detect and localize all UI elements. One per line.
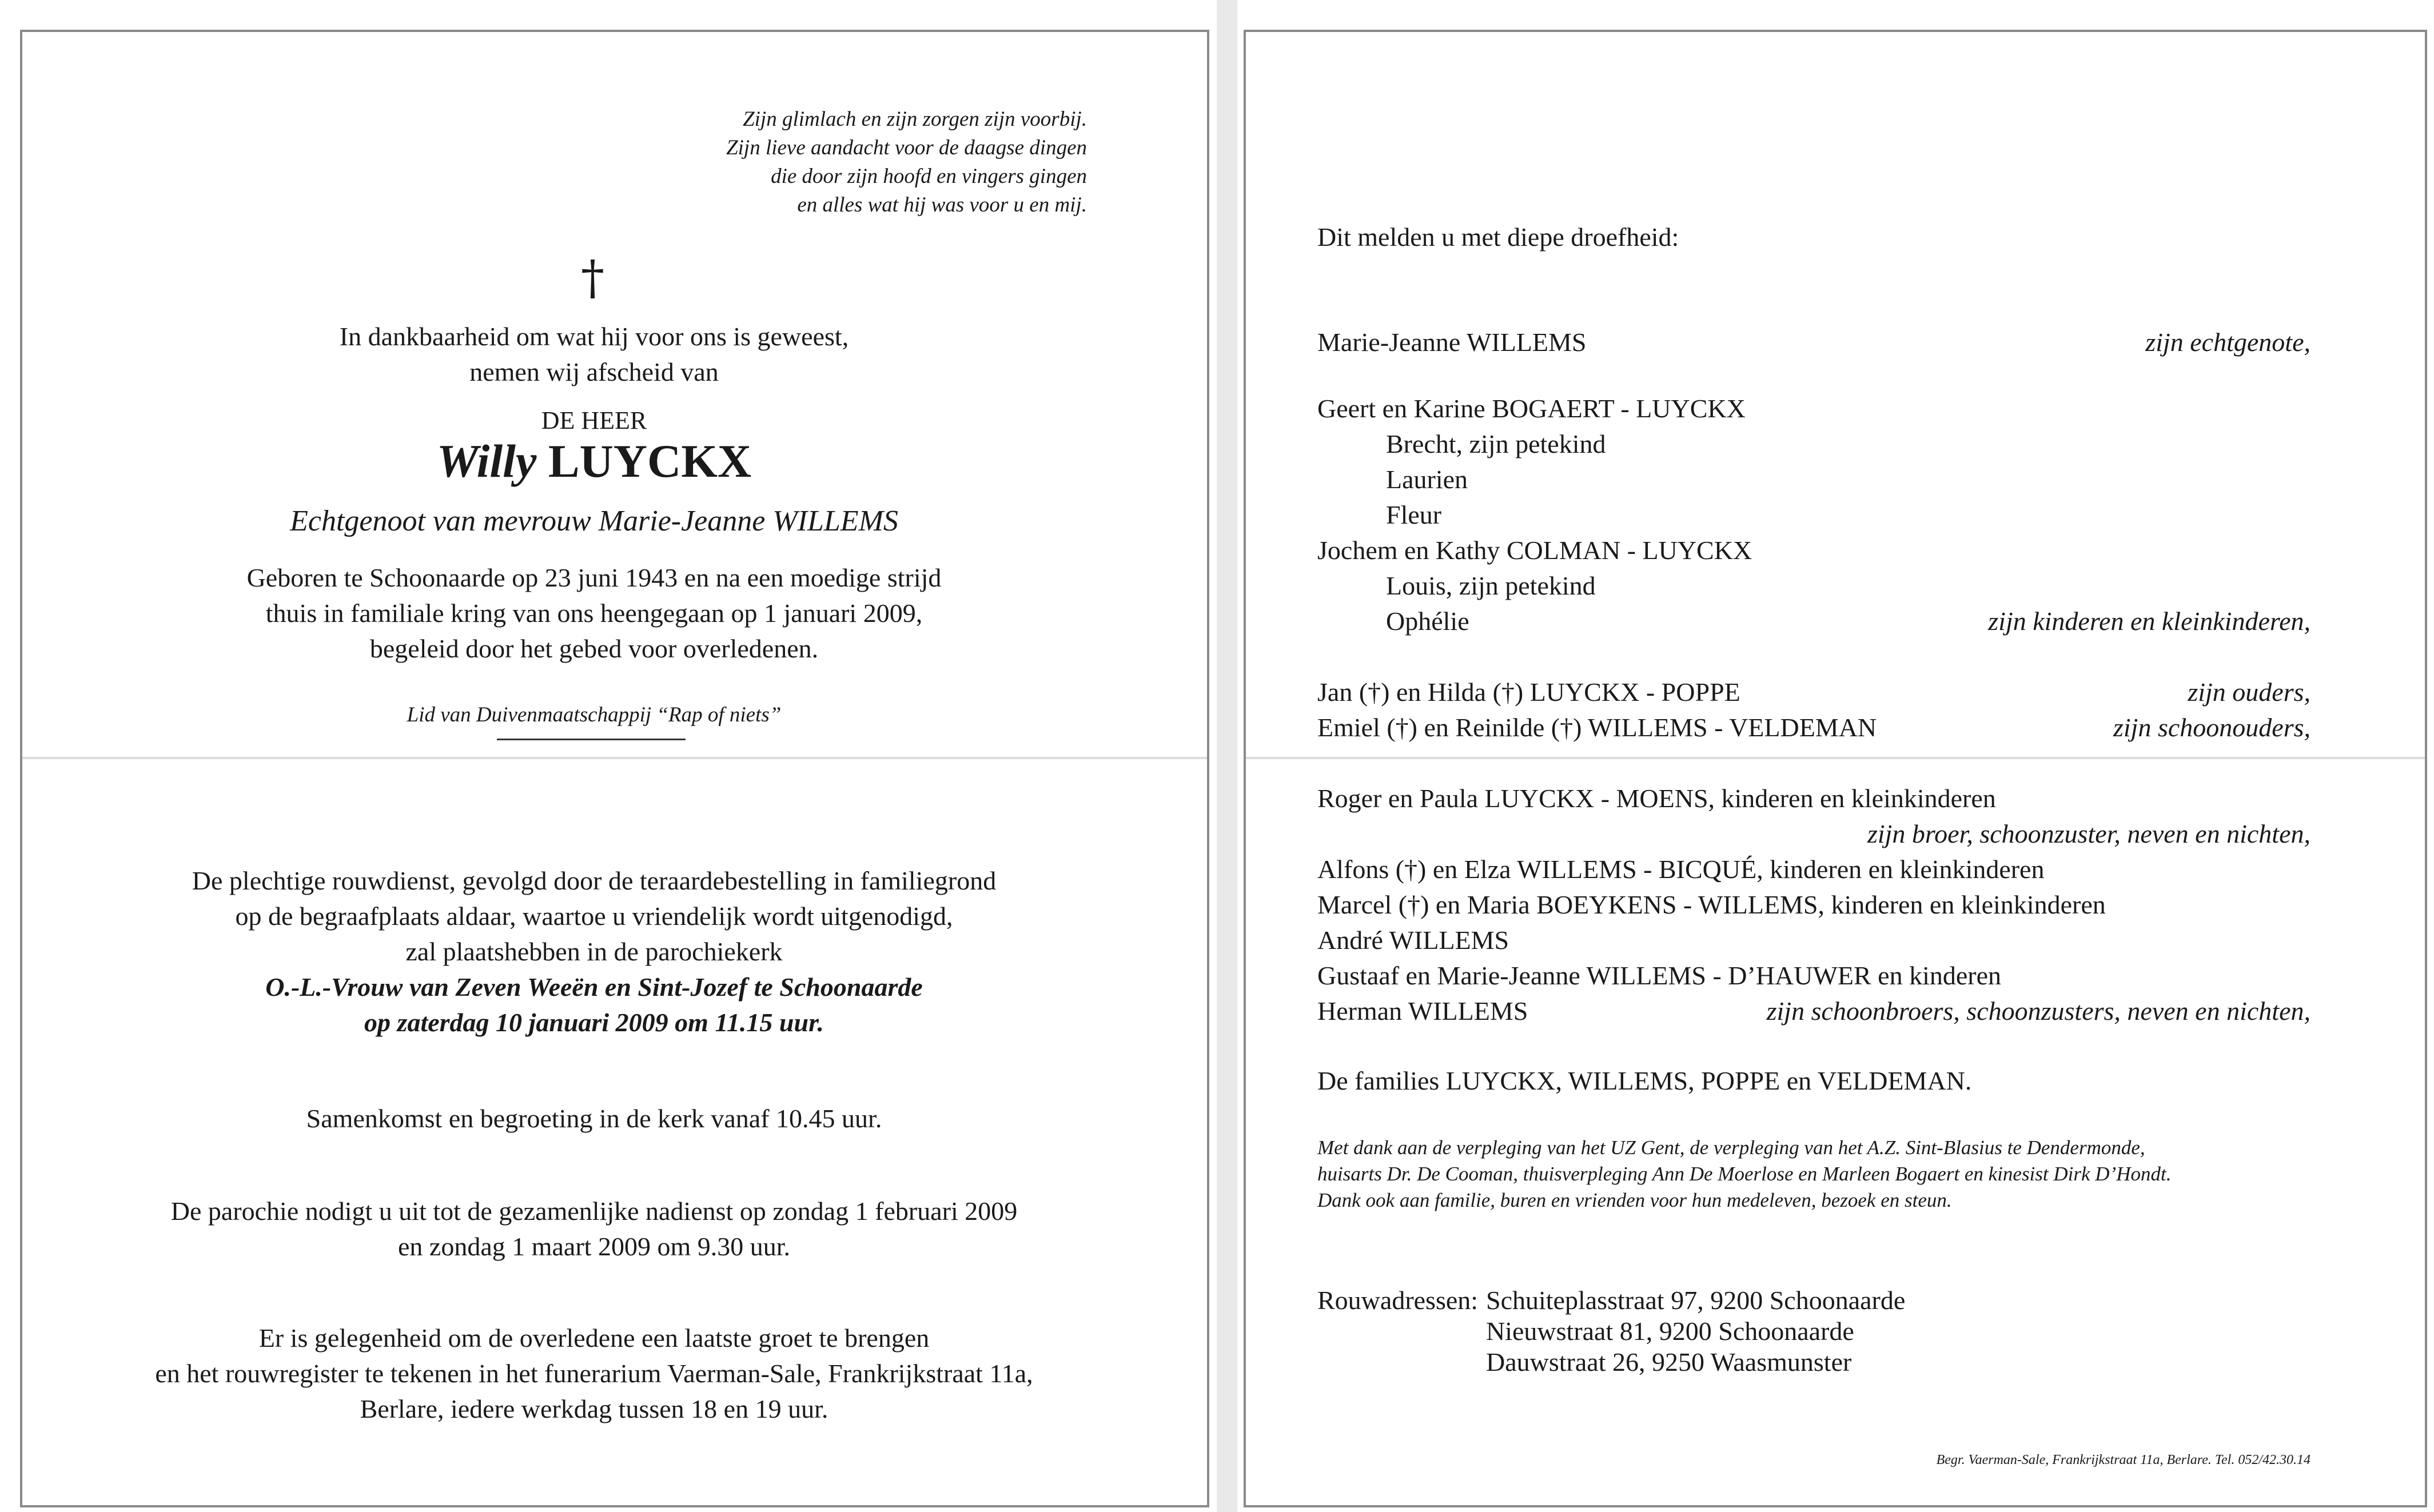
poem-line-2: Zijn lieve aandacht voor de daagse dingen <box>726 136 1087 159</box>
church-line: O.-L.-Vrouw van Zeven Weeën en Sint-Jozef te Schoonaarde <box>265 972 923 1002</box>
sibling-in-law-4: Gustaaf en Marie-Jeanne WILLEMS - D’HAUWER en kinderen <box>1317 961 2002 990</box>
parish-line-1: De parochie nodigt u uit tot de gezamenlijke nadienst op zondag 1 februari 2009 <box>170 1196 1018 1226</box>
page-gutter <box>1217 0 1237 1512</box>
visit-line-1: Er is gelegenheid om de overledene een laatste groet te brengen <box>258 1323 930 1353</box>
birth-line-1: Geboren te Schoonaarde op 23 juni 1943 en na een moedige strijd <box>246 563 942 592</box>
visit-line-2: en het rouwregister te tekenen in het funerarium Vaerman-Sale, Frankrijkstraat 11a, <box>155 1359 1033 1388</box>
address-3: Dauwstraat 26, 9250 Waasmunster <box>1486 1347 1852 1377</box>
grandchild-2: Laurien <box>1386 465 1468 494</box>
right-page <box>1244 30 2427 1507</box>
fold-line <box>1246 757 2425 759</box>
deceased-name <box>22 435 1166 487</box>
announce-line: Dit melden u met diepe droefheid: <box>1317 222 1679 252</box>
sibling-in-law-2: Marcel (†) en Maria BOEYKENS - WILLEMS, kinderen en kleinkinderen <box>1317 890 2106 919</box>
funeral-home-footer: Begr. Vaerman-Sale, Frankrijkstraat 11a, Berlare. Tel. 052/42.30.14 <box>1936 1453 2310 1467</box>
visit-line-3: Berlare, iedere werkdag tussen 18 en 19 uur. <box>360 1394 828 1423</box>
inlaws-line: Emiel (†) en Reinilde (†) WILLEMS - VELDEMAN <box>1317 713 1877 742</box>
birth-line-3: begeleid door het gebed voor overledenen. <box>369 634 819 663</box>
intro-line-1: In dankbaarheid om wat hij voor ons is geweest, <box>339 322 849 351</box>
poem-line-1: Zijn glimlach en zijn zorgen zijn voorbij. <box>743 107 1087 131</box>
grandchild-5: Ophélie <box>1386 607 1469 636</box>
families-line: De families LUYCKX, WILLEMS, POPPE en VELDEMAN. <box>1317 1066 1972 1095</box>
children-role: zijn kinderen en kleinkinderen, <box>1988 607 2310 636</box>
inlaws-role: zijn schoonouders, <box>2113 713 2310 742</box>
thanks-line-1: Met dank aan de verpleging van het UZ Gent, de verpleging van het A.Z. Sint-Blasius te Dendermonde, <box>1317 1136 2145 1159</box>
brother-line: Roger en Paula LUYCKX - MOENS, kinderen en kleinkinderen <box>1317 784 1996 813</box>
sibling-in-law-1: Alfons (†) en Elza WILLEMS - BICQUÉ, kinderen en kleinkinderen <box>1317 855 2045 884</box>
grandchild-3: Fleur <box>1386 500 1442 529</box>
cross-icon: † <box>581 251 604 305</box>
service-line-2: op de begraafplaats aldaar, waartoe u vriendelijk wordt uitgenodigd, <box>235 901 953 931</box>
sibling-in-law-5: Herman WILLEMS <box>1317 996 1528 1026</box>
parents-line: Jan (†) en Hilda (†) LUYCKX - POPPE <box>1317 677 1740 707</box>
address-2: Nieuwstraat 81, 9200 Schoonaarde <box>1486 1316 1854 1346</box>
left-page <box>20 30 1209 1507</box>
grandchild-4: Louis, zijn petekind <box>1386 571 1596 600</box>
poem-line-3: die door zijn hoofd en vingers gingen <box>771 165 1087 188</box>
parish-line-2: en zondag 1 maart 2009 om 9.30 uur. <box>397 1232 791 1261</box>
intro-line-2: nemen wij afscheid van <box>469 357 719 386</box>
first-name: Willy <box>436 435 537 487</box>
thanks-line-3: Dank ook aan familie, buren en vrienden voor hun medeleven, bezoek en steun. <box>1317 1189 1952 1211</box>
last-name: LUYCKX <box>548 435 752 487</box>
grandchild-1: Brecht, zijn petekind <box>1386 429 1606 458</box>
brother-role: zijn broer, schoonzuster, neven en nichten, <box>1867 819 2310 848</box>
divider <box>497 739 686 740</box>
gathering-line: Samenkomst en begroeting in de kerk vanaf 10.45 uur. <box>306 1104 882 1133</box>
spouse-name: Marie-Jeanne WILLEMS <box>1317 328 1587 357</box>
title-de-heer: DE HEER <box>541 406 647 434</box>
membership-line: Lid van Duivenmaatschappij “Rap of niets” <box>407 703 782 727</box>
fold-line <box>22 757 1207 759</box>
child-2: Jochem en Kathy COLMAN - LUYCKX <box>1317 536 1752 565</box>
service-line-3: zal plaatshebben in de parochiekerk <box>405 937 783 966</box>
sibling-in-law-3: André WILLEMS <box>1317 925 1509 955</box>
service-line-1: De plechtige rouwdienst, gevolgd door de teraardebestelling in familiegrond <box>192 866 997 895</box>
poem-line-4: en alles wat hij was voor u en mij. <box>797 193 1087 217</box>
address-label: Rouwadressen: <box>1317 1286 1479 1315</box>
birth-line-2: thuis in familiale kring van ons heengegaan op 1 januari 2009, <box>265 599 923 628</box>
address-1: Schuiteplasstraat 97, 9200 Schoonaarde <box>1486 1286 1906 1315</box>
spouse-role: zijn echtgenote, <box>2145 328 2310 357</box>
siblings-in-law-role: zijn schoonbroers, schoonzusters, neven en nichten, <box>1766 996 2310 1026</box>
parents-role: zijn ouders, <box>2188 677 2310 707</box>
thanks-line-2: huisarts Dr. De Cooman, thuisverpleging Ann De Moerlose en Marleen Bogaert en kinesist Dirk D’Hondt. <box>1317 1163 2172 1185</box>
child-1: Geert en Karine BOGAERT - LUYCKX <box>1317 394 1746 423</box>
date-line: op zaterdag 10 januari 2009 om 11.15 uur. <box>364 1008 824 1037</box>
spouse-line: Echtgenoot van mevrouw Marie-Jeanne WILLEMS <box>290 505 898 537</box>
